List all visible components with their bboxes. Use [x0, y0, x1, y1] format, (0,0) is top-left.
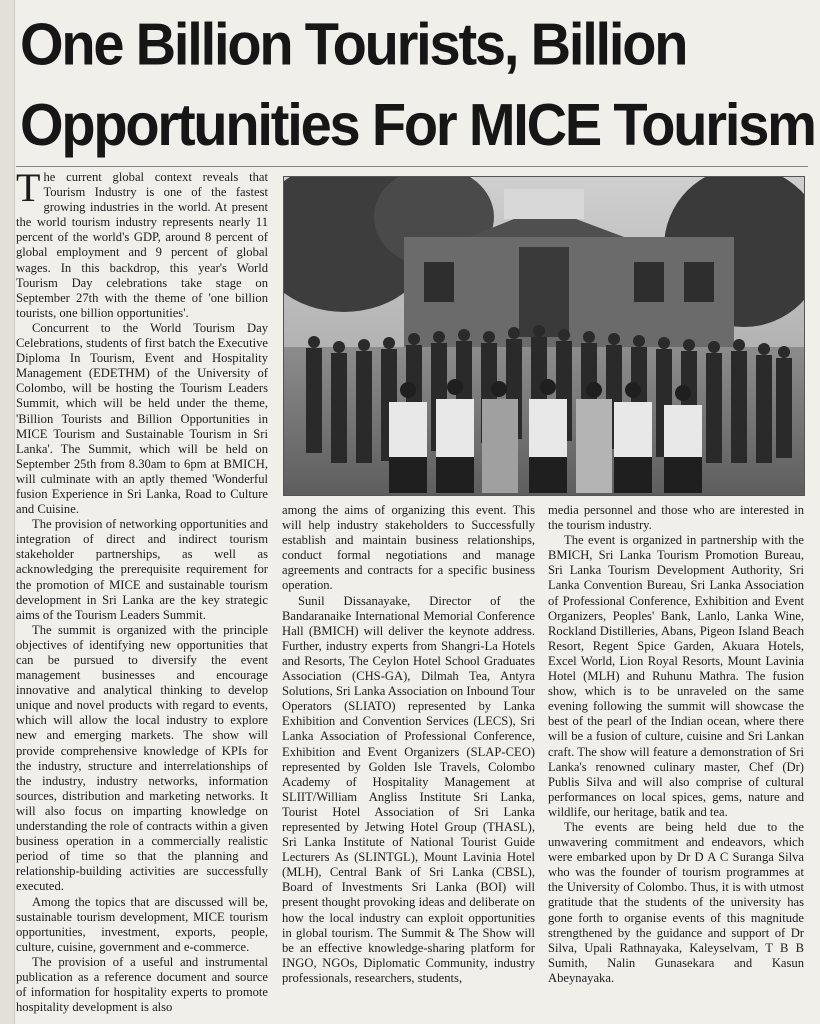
paragraph: The provision of networking opportunities and integration of direct and indirect tourism stakeholder partnerships, as well as acknowledging the prerequisite requirement for the promotion of MICE and sustainable tourism development in Sri Lanka are the key strategic aims of the Tourism Leaders Summit.: [16, 517, 268, 622]
article-column-1: [16, 165, 268, 1015]
headline-line-2: Opportunities For MICE Tourism: [20, 90, 815, 158]
paragraph: Among the topics that are discussed will be, sustainable tourism development, MICE tourism opportunities, investment, exports, people, culture, cuisine, government and e-commerce.: [16, 894, 268, 954]
paragraph: The summit is organized with the principle objectives of identifying new opportunities that can be pursued to diversify the event management businesses and encourage innovative and analytical thinking to develop unique and novel products with regard to events, which will allow the local industry to explore new and emerging markets. The show will provide comprehensive knowledge of KPIs for the industry, structure and interrelationships of the industry, industry networks, information sources, distribution and marketing networks. It will also focus on imparting knowledge on understanding the role of contracts within a given business operation in a commercially realistic period of time so that the planning and relationship-building activities are successfully executed.: [16, 622, 268, 894]
paragraph: The event is organized in partnership with the BMICH, Sri Lanka Tourism Promotion Bureau, Sri Lanka Tourism Development Authority, Sri Lanka Convention Bureau, Sri Lanka Association of Professional Conference, Exhibition and Event Organizers, Peoples' Bank, Lanlo, Lanka Wine, Rockland Distilleries, Abans, Pigeon Island Beach Resort, Regent Spice Garden, Akuara Hotels, Excel World, Lion Royal Resorts, Mount Lavinia Hotel (MLH) and Ruhunu Mathra. The fusion show, which is to be unraveled on the same evening following the summit will showcase the best of the pearl of the Indian ocean, where there will be a fusion of culture, cuisine and Sri Lankan craft. The show will feature a demonstration of Sri Lanka's renowned culinary master, Chef (Dr) Publis Silva and will also comprise of cultural performances on local spices, gems, nature and wildlife, our heritage, batik and tea.: [548, 533, 804, 819]
paragraph: [16, 165, 268, 321]
article-column-3: [548, 503, 804, 1011]
paragraph: The provision of a useful and instrumental publication as a reference document and source of information for hospitality experts to promote hospitality development is also: [16, 954, 268, 1015]
group-photo-icon: [284, 177, 804, 495]
drop-cap: T: [16, 165, 41, 210]
paragraph: among the aims of organizing this event. This will help industry stakeholders to Successfully establish and maintain business relationships, conduct formal negotiations and manage agreements and contracts for a specific business operation.: [282, 503, 535, 593]
paragraph: Sunil Dissanayake, Director of the Bandaranaike International Memorial Conference Hall (BMICH) will deliver the keynote address. Further, industry experts from Shangri-La Hotels and Resorts, The Ceylon Hotel School Graduates Association (CHS-GA), Dilmah Tea, Antyra Solutions, Sri Lanka Association on Inbound Tour Operators (SLIATO) represented by Lanka Exhibition and Convention Services (LECS), Sri Lanka Association of Professional Conference, Exhibition and Event Organizers (SLAP-CEO) represented by Golden Isle Travels, Colombo Academy of Hospitality Management at SLIIT/William Angliss Institute Sri Lanka, Tourist Hotel Association of Sri Lanka represented by Jetwing Hotel Group (THASL), Sri Lanka Institute of National Tourist Guide Lecturers As (SLINTGL), Mount Lavinia Hotel (MLH), Central Bank of Sri Lanka (CBSL), Board of Investments Sri Lanka (BOI) will present thought provoking ideas and deliberate on how the local industry can exploit opportunities in global tourism. The Summit & The Show will be an effective knowledge-sharing platform for INGO, NGOs, Diplomatic Community, industry professionals, researchers, students,: [282, 593, 535, 985]
page-edge: [0, 0, 15, 1024]
paragraph-text: he current global context reveals that Tourism Industry is one of the fastest growing industries in the world. At present the world tourism industry represents nearly 11 percent of the world's GDP, around 8 percent of global employment and 9 percent of global wages. In this backdrop, this year's World Tourism Day celebrations take stage on September 27th with the theme of 'one billion tourists, one billion opportunities'.: [16, 170, 268, 320]
paragraph: The events are being held due to the unwavering commitment and endeavors, which were embarked upon by Dr D A C Suranga Silva who was the founder of tourism programmes at the University of Colombo. Thus, it is with utmost gratitude that the students of the university has gone forth to organise events of this magnitude strengthened by the guidance and support of Dr Silva, Upali Rathnayaka, Kaleyselvam, T B B Sumith, Nalin Gunasekara and Kasun Abeynayaka.: [548, 819, 804, 985]
headline: [20, 4, 815, 165]
headline-line-1: One Billion Tourists, Billion: [20, 10, 687, 78]
group-photo: [283, 176, 805, 496]
headline-rule: [16, 166, 808, 167]
article-column-2: [282, 503, 535, 1011]
paragraph: media personnel and those who are interested in the tourism industry.: [548, 503, 804, 533]
paragraph: Concurrent to the World Tourism Day Celebrations, students of first batch the Executive Diploma In Tourism, Event and Hospitality Management (EDETHM) of the University of Colombo, will be hosting the Tourism Leaders Summit, which will be held under the theme, 'Billion Tourists and Billion Opportunities in MICE Tourism and Sustainable Tourism in Sri Lanka'. The Summit, which will be held on September 25th from 8.30am to 6pm at BMICH, will culminate with an aptly themed 'Wonderful fusion Experience in Sri Lanka, Road to Culture and Cuisine.: [16, 320, 268, 517]
